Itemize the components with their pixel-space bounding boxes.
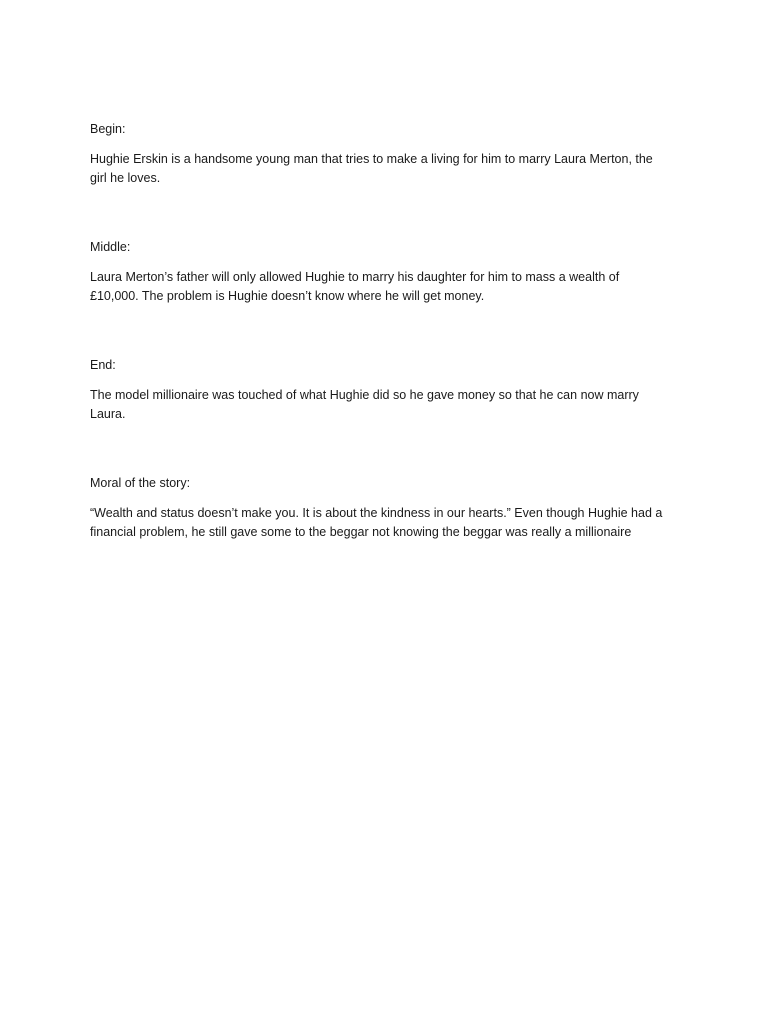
section-moral <box>90 474 682 542</box>
paragraph-line: Hughie Erskin is a handsome young man that tries to make a living for him to marry Laura Merton, the <box>90 152 653 166</box>
paragraph-line: The model millionaire was touched of what Hughie did so he gave money so that he can now marry <box>90 388 639 402</box>
section-heading: Begin: <box>90 122 126 136</box>
section-heading: Middle: <box>90 240 131 254</box>
paragraph-line: Laura. <box>90 407 126 421</box>
section-paragraph <box>90 386 682 424</box>
section-heading: Moral of the story: <box>90 476 191 490</box>
section-paragraph <box>90 504 682 542</box>
section-paragraph <box>90 150 682 188</box>
section-end <box>90 356 682 424</box>
section-heading: End: <box>90 358 116 372</box>
paragraph-line: girl he loves. <box>90 171 161 185</box>
paragraph-line: “Wealth and status doesn’t make you. It is about the kindness in our hearts.” Even though Hughie had a <box>90 506 663 520</box>
paragraph-line: financial problem, he still gave some to the beggar not knowing the beggar was really a millionaire <box>90 525 632 539</box>
paragraph-line: Laura Merton’s father will only allowed Hughie to marry his daughter for him to mass a wealth of <box>90 270 620 284</box>
section-paragraph <box>90 268 682 306</box>
document-body <box>90 120 682 592</box>
paragraph-line: £10,000. The problem is Hughie doesn’t know where he will get money. <box>90 289 485 303</box>
section-begin <box>90 120 682 188</box>
section-middle <box>90 238 682 306</box>
